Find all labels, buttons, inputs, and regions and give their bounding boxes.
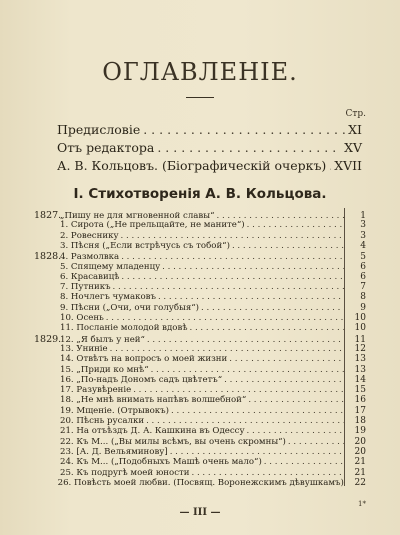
entry-page: 21: [354, 457, 366, 468]
front-matter-title: Предисловіе: [57, 122, 141, 137]
entry-page: 5: [360, 252, 366, 263]
entry-page: 6: [360, 271, 366, 282]
entry-title: 7. Путникъ: [60, 282, 111, 293]
signature-mark: 1*: [358, 500, 366, 508]
entry-page: 9: [360, 302, 366, 313]
front-matter-row: [57, 158, 362, 173]
entry-title: 19. Мщеніе. (Отрывокъ): [60, 405, 169, 416]
toc-entry: [34, 478, 366, 489]
entry-title: 22. Къ М... („Вы милы всѣмъ, вы очень скромны“): [60, 436, 286, 447]
entry-title: 3. Пѣсня („Если встрѣчусь съ тобой“): [60, 240, 230, 251]
entry-title: 13. Униніе: [60, 343, 108, 354]
front-matter-row: [57, 140, 362, 155]
entry-title: 1. Сирота („Не прельщайте, не маните“): [60, 220, 245, 231]
entry-page: 20: [354, 446, 366, 457]
entry-page: 16: [354, 395, 366, 406]
entry-page: 3: [360, 220, 366, 231]
front-matter-title: А. В. Кольцовъ. (Біографическій очеркъ): [57, 158, 327, 173]
entry-title: 24. Къ М... („Подобныхъ Машѣ очень мало“): [60, 457, 262, 468]
entry-page: 10: [354, 313, 366, 323]
entry-title: 12. „Я былъ у ней“: [60, 334, 145, 345]
entry-page: 17: [354, 405, 366, 416]
entry-title: 2. Ровеснику: [60, 230, 119, 241]
entry-title: 16. „По-надъ Дономъ садъ цвѣтетъ“: [60, 374, 223, 385]
front-matter-title: Отъ редактора: [57, 140, 155, 155]
page-column-label: Стр.: [345, 109, 366, 119]
entry-title: 9. Пѣсни („Очи, очи голубыя“): [60, 302, 200, 313]
entry-title: 17. Разувѣреніе: [60, 385, 132, 396]
entry-title: 25. Къ подругѣ моей юности: [60, 467, 190, 478]
dot-leader: [143, 122, 345, 137]
entry-page: 20: [354, 436, 366, 447]
dot-leader: [157, 140, 341, 155]
section-heading: I. Стихотворенія А. В. Кольцова.: [73, 186, 327, 202]
entry-title: 21. На отъѣздъ Д. А. Кашкина въ Одессу: [60, 426, 245, 437]
entry-page: 12: [354, 343, 366, 354]
entry-page: 6: [360, 261, 366, 272]
entry-title: 6. Красавицѣ: [60, 271, 120, 282]
front-matter-page: XVII: [334, 158, 362, 173]
entry-title: 10. Осень: [60, 313, 104, 323]
page-title: ОГЛАВЛЕНІЕ.: [102, 58, 298, 86]
entry-title: 26. Повѣсть моей любви. (Посвящ. Воронежскимъ дѣвушкамъ): [57, 477, 344, 488]
entry-page: 13: [354, 354, 366, 365]
entry-year: 1829.: [34, 333, 62, 345]
front-matter-row: [57, 122, 362, 137]
entry-page: 11: [354, 334, 366, 345]
entry-page: 10: [354, 323, 366, 334]
front-matter-page: XV: [344, 140, 362, 155]
entry-page: 1: [360, 211, 366, 221]
entry-page: 18: [354, 416, 366, 426]
entry-title: 4. Размолвка: [60, 252, 120, 263]
entry-page: 13: [354, 364, 366, 375]
entry-title: 23. [А. Д. Вельяминову]: [60, 446, 168, 457]
entry-title: 20. Пѣснь русалки: [60, 416, 145, 426]
entry-title: 15. „Приди ко мнѣ“: [60, 364, 149, 375]
entry-title: 8. Ночлегъ чумаковъ: [60, 292, 156, 303]
entry-page: 14: [354, 374, 366, 385]
entry-title: 5. Спящему младенцу: [60, 261, 161, 272]
entry-page: 15: [354, 385, 366, 396]
title-divider: [186, 97, 214, 98]
front-matter-page: XI: [348, 122, 362, 137]
entry-year: 1828.: [34, 251, 62, 263]
entry-page: 3: [360, 230, 366, 241]
entry-title: „Пишу не для мгновенной славы“: [60, 211, 215, 221]
entry-page: 21: [354, 467, 366, 478]
entry-page: 22: [354, 477, 366, 488]
entry-page: 19: [354, 426, 366, 437]
entry-page: 8: [360, 292, 366, 303]
entry-year: 1827.: [34, 210, 62, 221]
entry-page: 7: [360, 282, 366, 293]
page-number-footer: — III —: [179, 507, 221, 518]
dot-leader: [329, 158, 331, 173]
entry-title: 18. „Не мнѣ внимать напѣвъ волшебной“: [60, 395, 247, 406]
entry-title: 11. Посланіе молодой вдовѣ: [60, 323, 188, 334]
entry-title: 14. Отвѣтъ на вопросъ о моей жизни: [60, 354, 228, 365]
entry-page: 4: [360, 240, 366, 251]
